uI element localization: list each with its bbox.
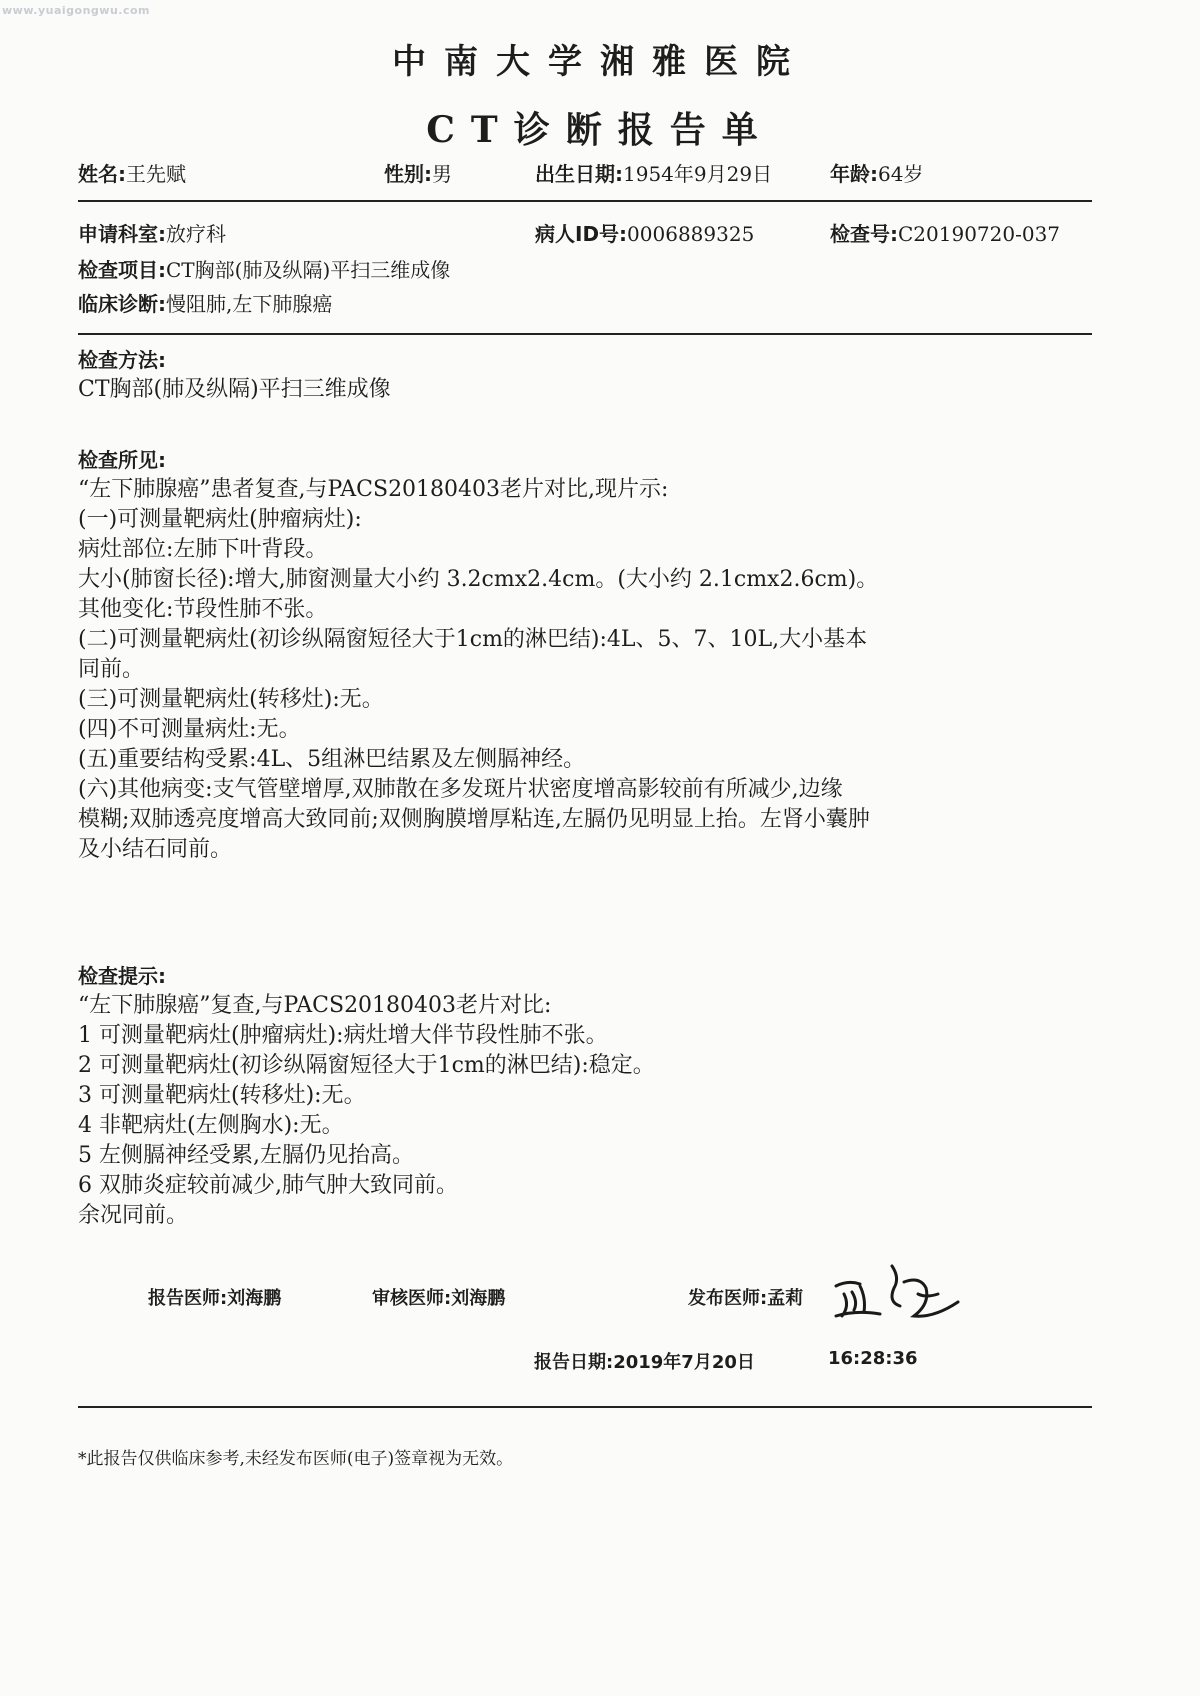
exam-number (830, 218, 1060, 247)
impression-line: “左下肺腺癌”复查,与PACS20180403老片对比: (78, 993, 552, 1018)
divider (78, 1406, 1092, 1408)
patient-name (78, 158, 186, 187)
clinical-diagnosis-value: 慢阻肺,左下肺腺癌 (166, 292, 333, 316)
patient-sex-label: 性别: (384, 162, 432, 186)
findings-line: “左下肺腺癌”患者复查,与PACS20180403老片对比,现片示: (78, 477, 669, 502)
patient-age (830, 158, 923, 187)
exam-number-label: 检查号: (830, 222, 898, 246)
patient-age-label: 年龄: (830, 162, 878, 186)
findings-label: 检查所见: (78, 448, 166, 472)
request-dept (78, 218, 226, 247)
impression-line: 6 双肺炎症较前减少,肺气肿大致同前。 (78, 1173, 458, 1198)
exam-item-value: CT胸部(肺及纵隔)平扫三维成像 (166, 258, 451, 282)
request-dept-value: 放疗科 (166, 222, 226, 246)
watermark: www.yuaigongwu.com (2, 4, 151, 17)
findings-line: (三)可测量靶病灶(转移灶):无。 (78, 687, 384, 712)
publishing-physician: 发布医师:孟莉 (688, 1288, 804, 1309)
impression-line: 4 非靶病灶(左侧胸水):无。 (78, 1113, 344, 1138)
findings-line: (二)可测量靶病灶(初诊纵隔窗短径大于1cm的淋巴结):4L、5、7、10L,大小基本 (78, 627, 868, 652)
impression-label: 检查提示: (78, 964, 166, 988)
clinical-diagnosis (78, 288, 332, 317)
patient-sex (384, 158, 452, 187)
method-label: 检查方法: (78, 348, 166, 372)
hospital-name: 中南大学湘雅医院 (392, 42, 808, 82)
impression-line: 3 可测量靶病灶(转移灶):无。 (78, 1083, 366, 1108)
patient-dob (535, 158, 772, 187)
report-title: CT诊断报告单 (426, 109, 774, 151)
impression-line: 1 可测量靶病灶(肿瘤病灶):病灶增大伴节段性肺不张。 (78, 1023, 608, 1048)
findings-line: 病灶部位:左肺下叶背段。 (78, 537, 328, 562)
findings-line: (六)其他病变:支气管壁增厚,双肺散在多发斑片状密度增高影较前有所减少,边缘 (78, 777, 843, 802)
divider (78, 200, 1092, 202)
patient-name-value: 王先赋 (126, 162, 186, 186)
handwritten-signature (830, 1258, 970, 1328)
findings-line: 同前。 (78, 657, 145, 682)
findings-line: (四)不可测量病灶:无。 (78, 717, 301, 742)
impression-line: 5 左侧膈神经受累,左膈仍见抬高。 (78, 1143, 414, 1168)
findings-line: 及小结石同前。 (78, 837, 233, 862)
exam-item-label: 检查项目: (78, 258, 166, 282)
patient-id-value: 0006889325 (627, 222, 755, 246)
patient-id-label: 病人ID号: (535, 222, 628, 246)
patient-id (535, 218, 754, 247)
findings-line: (五)重要结构受累:4L、5组淋巴结累及左侧膈神经。 (78, 747, 586, 772)
findings-line: (一)可测量靶病灶(肿瘤病灶): (78, 507, 362, 532)
patient-name-label: 姓名: (78, 162, 126, 186)
impression-line: 2 可测量靶病灶(初诊纵隔窗短径大于1cm的淋巴结):稳定。 (78, 1053, 655, 1078)
impression-line: 余况同前。 (78, 1203, 189, 1228)
patient-dob-label: 出生日期: (535, 162, 623, 186)
disclaimer: *此报告仅供临床参考,未经发布医师(电子)签章视为无效。 (78, 1449, 514, 1469)
patient-dob-value: 1954年9月29日 (623, 162, 773, 186)
report-date: 报告日期:2019年7月20日 (534, 1352, 755, 1373)
clinical-diagnosis-label: 临床诊断: (78, 292, 166, 316)
findings-line: 大小(肺窗长径):增大,肺窗测量大小约 3.2cmx2.4cm。(大小约 2.1cmx2.6cm)。 (78, 567, 879, 592)
report-time: 16:28:36 (828, 1348, 918, 1369)
reporting-physician: 报告医师:刘海鹏 (148, 1288, 282, 1309)
exam-number-value: C20190720-037 (898, 222, 1061, 246)
patient-sex-value: 男 (432, 162, 452, 186)
request-dept-label: 申请科室: (78, 222, 166, 246)
reviewing-physician: 审核医师:刘海鹏 (372, 1288, 506, 1309)
findings-line: 模糊;双肺透亮度增高大致同前;双侧胸膜增厚粘连,左膈仍见明显上抬。左肾小囊肿 (78, 807, 870, 832)
patient-age-value: 64岁 (878, 162, 924, 186)
findings-line: 其他变化:节段性肺不张。 (78, 597, 328, 622)
method-text: CT胸部(肺及纵隔)平扫三维成像 (78, 377, 391, 402)
divider (78, 333, 1092, 335)
exam-item (78, 254, 450, 283)
